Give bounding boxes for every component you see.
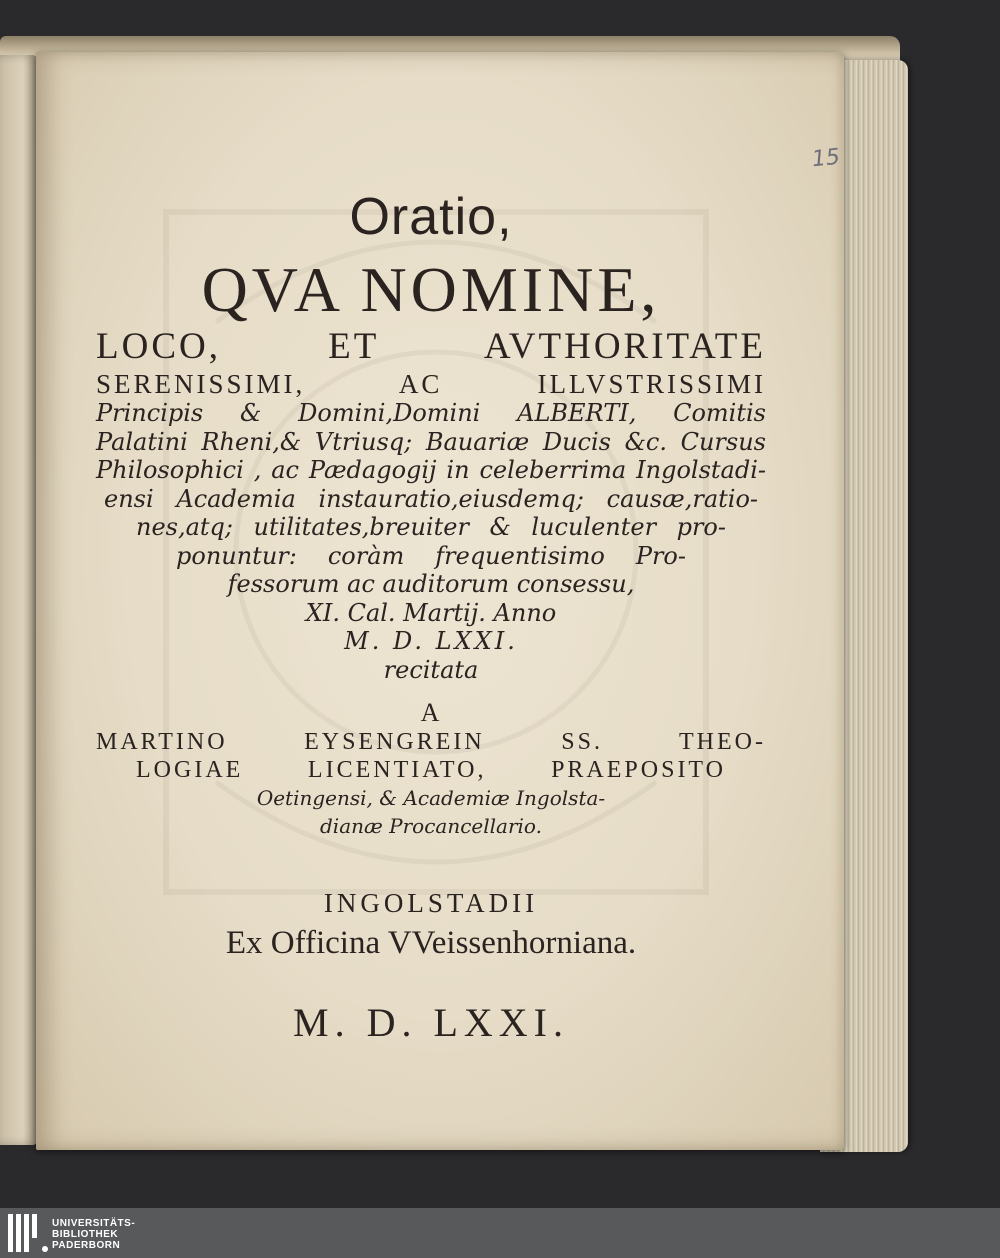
body-line: nes,atq; utilitates,breuiter & luculenter pro- bbox=[136, 513, 726, 541]
author-block bbox=[96, 728, 766, 840]
author-line: dianæ Procancellario. bbox=[320, 814, 542, 838]
title-page bbox=[36, 52, 844, 1150]
library-logo-icon bbox=[8, 1214, 42, 1254]
author-line: Oetingensi, & Academiæ Ingolsta- bbox=[256, 786, 606, 810]
imprint-place: INGOLSTADII bbox=[323, 888, 539, 918]
title-serenissimi: SERENISSIMI, AC ILLVSTRISSIMI bbox=[96, 369, 766, 399]
title-block bbox=[96, 187, 766, 1046]
author-line: LOGIAE LICENTIATO, PRAEPOSITO bbox=[136, 757, 726, 783]
logo-line: BIBLIOTHEK bbox=[52, 1229, 119, 1240]
body-line: ponuntur: coràm frequentisimo Pro- bbox=[176, 541, 686, 570]
facing-page-edge bbox=[0, 55, 38, 1145]
author-line: MARTINO EYSENGREIN SS. THEO- bbox=[96, 729, 766, 755]
title-a: A bbox=[420, 698, 442, 727]
body-line: XI. Cal. Martij. Anno bbox=[305, 598, 557, 627]
library-logo-text bbox=[52, 1218, 135, 1251]
logo-line: UNIVERSITÄTS- bbox=[52, 1218, 136, 1229]
library-footer bbox=[0, 1208, 1000, 1258]
title-loco: LOCO, ET AVTHORITATE bbox=[96, 326, 766, 367]
title-oratio: Oratio, bbox=[349, 188, 513, 246]
page-number: 15 bbox=[810, 144, 842, 173]
imprint-year: M. D. LXXI. bbox=[293, 1000, 569, 1045]
body-line: fessorum ac auditorum consessu, bbox=[227, 570, 635, 598]
body-line: recitata bbox=[383, 655, 479, 684]
imprint-printer: Ex Officina VVeissenhorniana. bbox=[225, 925, 637, 961]
body-line: M. D. LXXI. bbox=[344, 627, 518, 655]
title-body bbox=[96, 399, 766, 684]
logo-line: PADERBORN bbox=[52, 1240, 121, 1251]
title-qua-nomine: QVA NOMINE, bbox=[201, 254, 661, 325]
body-line: Principis & Domini,Domini ALBERTI, Comitis bbox=[96, 399, 766, 427]
body-line: Philosophici , ac Pædagogij in celeberrima Ingolstadi- bbox=[96, 456, 766, 484]
body-line: ensi Academia instauratio,eiusdemq; causæ,ratio- bbox=[104, 484, 758, 513]
body-line: Palatini Rheni,& Vtriusq; Bauariæ Ducis &c. Cursus bbox=[96, 427, 766, 456]
